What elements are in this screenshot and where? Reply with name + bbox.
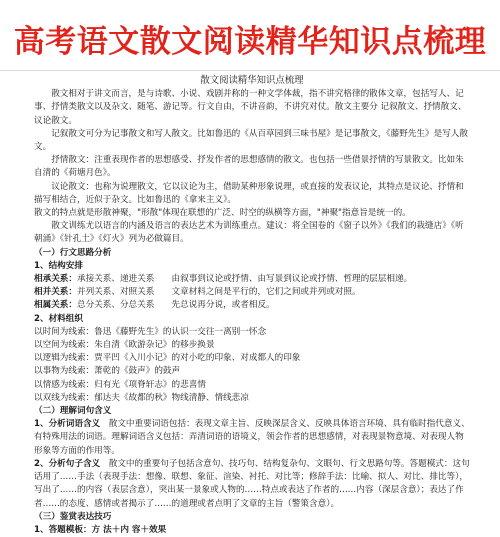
intro-paragraph: 议论散文：也称为说理散文，它以议论为主，借助某种形象说理，或直接的发表议论，其特点是议论、抒情和描写相结合，近似于杂文。比如鲁迅的《拿来主义》。 bbox=[34, 181, 464, 205]
clue-line: 以逻辑为线索：贾平凹《入川小记》的对小吃的印象、对成都人的印象 bbox=[34, 353, 301, 364]
clue-line: 以事物为线索：萧乾的《鼓声》的鼓声 bbox=[34, 366, 181, 377]
title-banner bbox=[0, 0, 500, 71]
intro-paragraph: 散文训练尤以语言的内涵及语言的表达艺术为训练重点。建议：将全国卷的《窗子以外》《我们的栽缝店》《听朝涌》《针孔土》《灯火》列为必做篇目。 bbox=[34, 221, 464, 245]
structure-text: 承接关系、递进关系 由叙事到议论或抒情、由写景到议论或抒情、哲理的层层相递。 bbox=[76, 274, 413, 285]
section-heading: （二）理解词句含义 bbox=[34, 406, 112, 417]
structure-line bbox=[34, 286, 470, 299]
subsection-heading: 1、结构安排 bbox=[34, 260, 83, 271]
item-text: 散文中的重要句子包括含意句、技巧句、结构复杂句、文眼句、行文思路句等。答题模式：这句话用了……手法（表现手法：想像、联想、象征、渲染、衬托、对比等；修辞手法：比喻、拟人、对比、排比等），写出了……的内容（表层含意），突出某一景象或人物的……特点或表达了作者的……内容（深层含意）；表达了作者……的态度、感情或者揭示了……的道理或者点明了文章的主旨（警策含意）。 bbox=[34, 458, 470, 509]
section-heading: （三）鉴赏表达技巧 bbox=[34, 511, 112, 522]
subsection-heading: 2、材料组织 bbox=[34, 313, 83, 324]
item-label: 2、分析句子含义 bbox=[34, 458, 101, 469]
intro-paragraph: 抒情散文：注重表现作者的思想感受、抒发作者的思想感情的散文。也包括一些借景抒情的写景散文。比如朱自清的《荷塘月色》。 bbox=[34, 155, 464, 179]
clue-line: 以时间为线索：鲁迅《藤野先生》的认识一交往一离别一怀念 bbox=[34, 326, 267, 337]
structure-text: 总分关系、分总关系 先总说再分说，或者相反。 bbox=[76, 300, 275, 311]
intro-paragraph: 散文的特点就是形散神聚，"形散"体现在联想的广泛、时空的纵横等方面，"神聚"指意旨是统一的。 bbox=[34, 208, 411, 219]
structure-line bbox=[34, 299, 470, 312]
page-title: 高考语文散文阅读精华知识点梳理 bbox=[13, 24, 487, 60]
document-title: 散文阅读精华知识点梳理 bbox=[200, 75, 304, 86]
template-line: 1、答题模板：方 法＋内 容＋效果 bbox=[34, 524, 167, 535]
section-heading: （一）行文思路分析 bbox=[34, 247, 112, 258]
clue-line: 以双线为线索：郁达夫《故都的秋》物线清静、情线悲凉 bbox=[34, 392, 249, 403]
structure-line bbox=[34, 273, 470, 286]
intro-paragraph: 散文相对于讲文而言，是与诗歌、小说、戏剧并称的一种文学体裁，指不讲究格律的散体文章，包括写人、记事、抒情类散文以及杂文、随笔、游记等。行文自由，不讲音韵，不讲究对仗。散文主要分 记叙散文、抒情散文、议论散文。 bbox=[34, 89, 467, 126]
clue-line: 以空间为线索：朱自清《欧游杂记》的移步换景 bbox=[34, 340, 215, 351]
item-text: 散文中重要词语包括：表现文章主旨、反映深层含义、反映具体语言环境、具有临时指代意义、有特殊用法的词语。理解词语含义包括：弄清词语的语境义，领会作者的思想感情，对表现景物意境、对表现人物形象等方面的作用等。 bbox=[34, 419, 470, 456]
intro-paragraph: 记叙散文可分为记事散文和写人散文。比如鲁迅的《从百草园到三味书屋》是记事散文，《藤野先生》是写人散文。 bbox=[34, 128, 468, 153]
structure-label: 相承关系： bbox=[34, 274, 77, 285]
document-body bbox=[34, 74, 470, 537]
clue-line: 以情感为线索：归有光《项脊轩志》的悲喜情 bbox=[34, 379, 206, 390]
structure-label: 相属关系： bbox=[34, 300, 77, 311]
structure-label: 相并关系： bbox=[34, 287, 77, 298]
structure-text: 并列关系、对照关系 文章材料之间是平行的，它们之间或并列或对照。 bbox=[76, 287, 361, 298]
item-label: 1、分析词语含义 bbox=[34, 419, 101, 430]
section2-item bbox=[34, 458, 470, 511]
section2-item bbox=[34, 418, 470, 458]
